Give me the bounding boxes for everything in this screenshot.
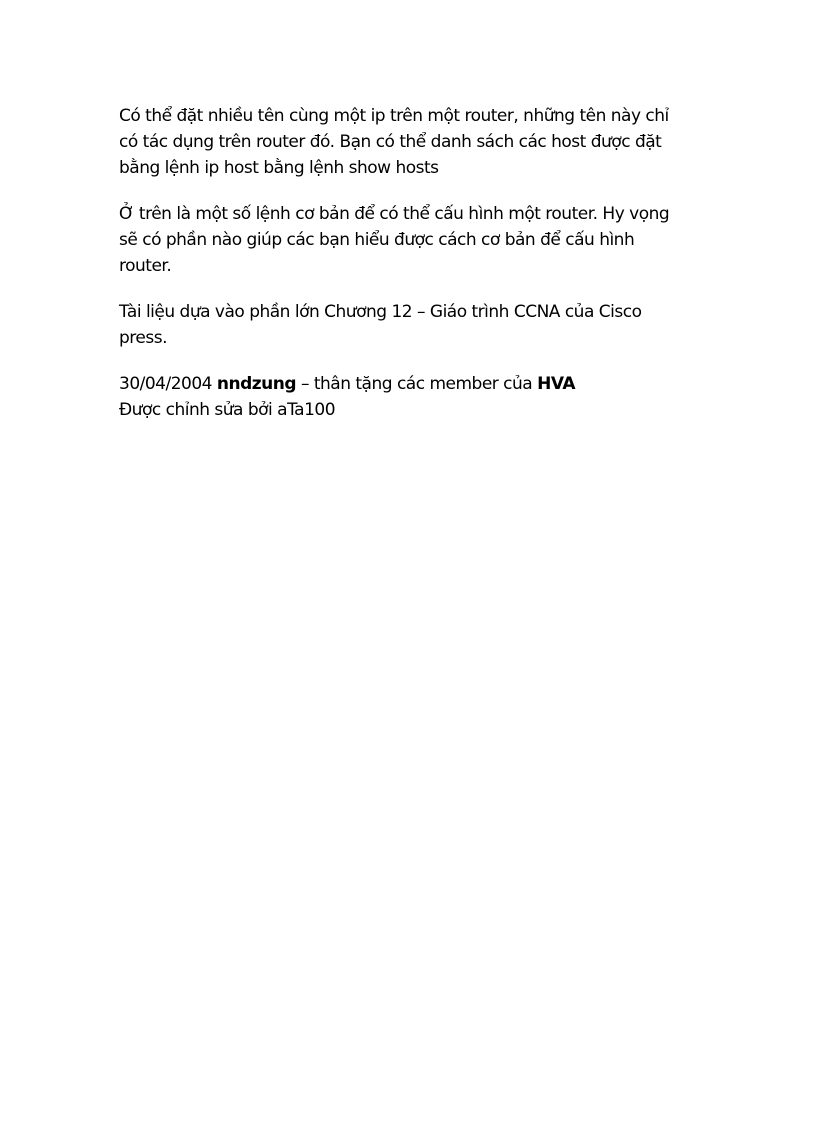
community-name: HVA <box>537 374 576 394</box>
signature-date: 30/04/2004 <box>119 374 217 394</box>
signature-block <box>119 371 709 423</box>
text-line: có tác dụng trên router đó. Bạn có thể danh sách các host được đặt <box>119 132 662 152</box>
paragraph-summary <box>119 201 709 279</box>
text-line: router. <box>119 256 172 276</box>
signature-line <box>119 371 709 397</box>
text-line: sẽ có phần nào giúp các bạn hiểu được cách cơ bản để cấu hình <box>119 230 635 250</box>
paragraph-ip-host <box>119 103 709 181</box>
text-line: Ở trên là một số lệnh cơ bản để có thể cấu hình một router. Hy vọng <box>119 204 670 224</box>
text-line: Tài liệu dựa vào phần lớn Chương 12 – Giáo trình CCNA của Cisco <box>119 302 642 322</box>
dedication-text: – thân tặng các member của <box>296 374 538 394</box>
text-line: Có thể đặt nhiều tên cùng một ip trên một router, những tên này chỉ <box>119 106 669 126</box>
author-name: nndzung <box>216 374 297 394</box>
text-line: bằng lệnh ip host bằng lệnh show hosts <box>119 158 439 178</box>
document-body <box>119 103 709 423</box>
edited-by-line: Được chỉnh sửa bởi aTa100 <box>119 400 336 420</box>
paragraph-source <box>119 299 709 351</box>
text-line: press. <box>119 328 167 348</box>
